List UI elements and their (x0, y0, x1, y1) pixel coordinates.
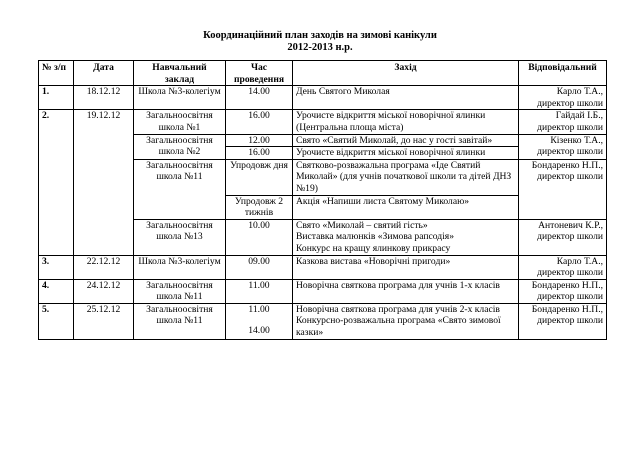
event-line: Конкурс на кращу ялинкову прикрасу (296, 242, 451, 254)
row-time: 16.00 (226, 110, 293, 134)
table-row (39, 303, 607, 339)
row-responsible: Антоневич К.Р., директор школи (519, 219, 607, 255)
table-header-row (39, 61, 607, 86)
school-year: 2012-2013 н.р. (287, 42, 353, 53)
row-num: 5. (39, 303, 74, 339)
event-line: Конкурсно-розважальна програма «Свято зимової казки» (296, 315, 501, 339)
row-time: 12.00 (226, 134, 293, 147)
header-school: Навчальний заклад (134, 61, 226, 86)
row-event: Свято «Святий Миколай, до нас у гості завітай» (293, 134, 519, 147)
table-row (39, 110, 607, 134)
row-event: Урочисте відкриття міської новорічної ялинки (Центральна площа міста) (293, 110, 519, 134)
row-responsible: Бондаренко Н.П., директор школи (519, 279, 607, 303)
row-time: 09.00 (226, 255, 293, 279)
time-spacer (229, 315, 289, 325)
header-time: Час проведення (226, 61, 293, 86)
row-responsible: Карло Т.А., директор школи (519, 255, 607, 279)
row-num: 1. (39, 86, 74, 110)
row-date: 25.12.12 (74, 303, 134, 339)
table-row (39, 279, 607, 303)
row-event: Новорічна святкова програма для учнів 1-х класів (293, 279, 519, 303)
row-school: Загальноосвітня школа №2 (134, 134, 226, 159)
row-event: Святково-розважальна програма «Іде Святий Миколай» (для учнів початкової школи та дітей ДНЗ №19) (293, 159, 519, 195)
row-event: Казкова вистава «Новорічні пригоди» (293, 255, 519, 279)
table-row (39, 255, 607, 279)
row-time: 16.00 (226, 147, 293, 160)
row-school: Загальноосвітня школа №11 (134, 303, 226, 339)
event-line: Виставка малюнків «Зимова рапсодія» (296, 231, 455, 243)
document-title: Координаційний план заходів на зимові канікули (203, 30, 437, 41)
row-num: 2. (39, 110, 74, 255)
row-time (226, 303, 293, 339)
row-responsible: Бондаренко Н.П., директор школи (519, 303, 607, 339)
header-event: Захід (293, 61, 519, 86)
row-responsible: Гайдай І.Б., директор школи (519, 110, 607, 134)
header-date: Дата (74, 61, 134, 86)
row-time: Упродовж дня (226, 159, 293, 195)
header-responsible: Відповідальний (519, 61, 607, 86)
time-value: 11.00 (248, 303, 270, 315)
row-date: 24.12.12 (74, 279, 134, 303)
row-school: Загальноосвітня школа №13 (134, 219, 226, 255)
row-school: Загальноосвітня школа №11 (134, 159, 226, 219)
row-num: 4. (39, 279, 74, 303)
row-responsible: Карло Т.А., директор школи (519, 86, 607, 110)
row-school: Загальноосвітня школа №1 (134, 110, 226, 134)
row-school: Загальноосвітня школа №11 (134, 279, 226, 303)
row-event: День Святого Миколая (293, 86, 519, 110)
row-date: 19.12.12 (74, 110, 134, 255)
row-event: Урочисте відкриття міської новорічної ялинки (293, 147, 519, 160)
row-event (293, 219, 519, 255)
event-line: Свято «Миколай – святий гість» (296, 219, 428, 231)
row-responsible: Бондаренко Н.П., директор школи (519, 159, 607, 219)
row-num: 3. (39, 255, 74, 279)
row-school: Школа №3-колегіум (134, 255, 226, 279)
row-school: Школа №3-колегіум (134, 86, 226, 110)
row-date: 22.12.12 (74, 255, 134, 279)
header-num: № з/п (39, 61, 74, 86)
row-time: Упродовж 2 тижнів (226, 195, 293, 219)
events-table (38, 60, 607, 340)
time-value: 14.00 (248, 325, 270, 337)
event-line: Новорічна святкова програма для учнів 2-х класів (296, 303, 500, 315)
row-time: 14.00 (226, 86, 293, 110)
row-date: 18.12.12 (74, 86, 134, 110)
row-time: 10.00 (226, 219, 293, 255)
table-row (39, 86, 607, 110)
row-event (293, 303, 519, 339)
row-responsible: Кізенко Т.А., директор школи (519, 134, 607, 159)
row-time: 11.00 (226, 279, 293, 303)
row-event: Акція «Напиши листа Святому Миколаю» (293, 195, 519, 219)
